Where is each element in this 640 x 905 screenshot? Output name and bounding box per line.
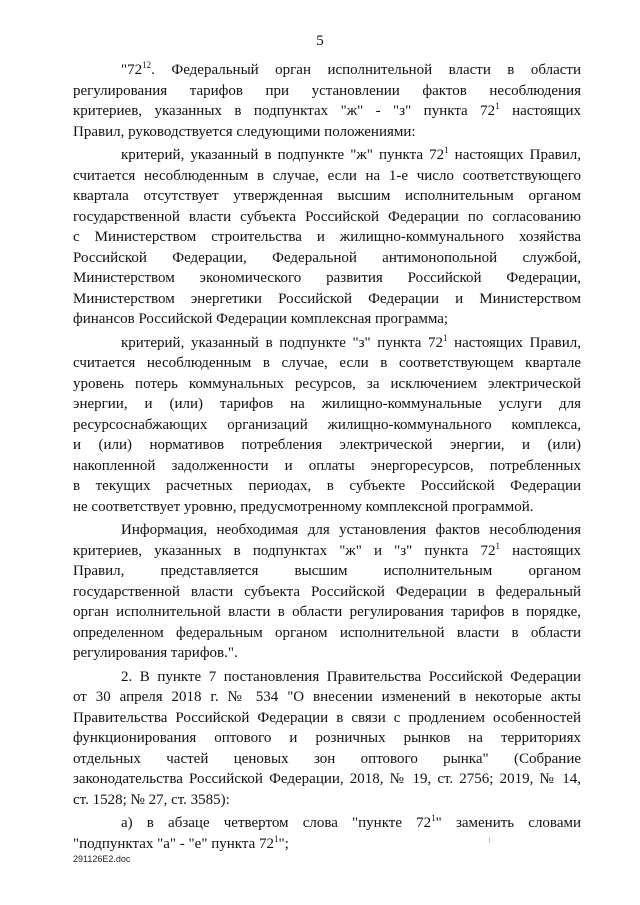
superscript: 1 xyxy=(444,145,449,155)
text-line xyxy=(73,435,581,456)
text-run: 2. В пункте 7 постановления Правительства Российской Федерации xyxy=(121,668,581,685)
text-line xyxy=(73,81,581,102)
text-line xyxy=(73,708,581,729)
superscript: 1 xyxy=(273,833,279,844)
text-line xyxy=(73,207,581,228)
text-run: настоящих xyxy=(499,103,581,119)
paragraph xyxy=(73,60,581,142)
text-line xyxy=(73,769,581,790)
text-line xyxy=(73,374,581,395)
paragraph xyxy=(73,520,581,664)
text-run: квартала отсутствует утвержденная высшим исполнительным органом xyxy=(73,188,581,204)
text-line xyxy=(73,122,581,143)
text-line xyxy=(73,166,581,187)
text-line xyxy=(73,289,581,310)
text-run: критериев, указанных в подпунктах "ж" и "з" пункта 72 xyxy=(73,542,496,559)
text-run: ст. 1528; № 27, ст. 3585): xyxy=(73,791,230,808)
superscript: 1 xyxy=(431,813,436,823)
text-line xyxy=(73,643,581,664)
footer-file-code: 291126E2.doc xyxy=(73,854,131,864)
text-line xyxy=(73,415,581,436)
text-run: . Федеральный орган исполнительной власти в области xyxy=(151,62,581,78)
text-line xyxy=(73,186,581,207)
text-line xyxy=(73,582,581,603)
text-run: Российской Федерации, Федеральной антимонопольной службой, xyxy=(73,249,581,266)
text-line xyxy=(73,813,581,834)
text-run: Министерством энергетики Российской Федерации и Министерством xyxy=(73,290,581,307)
text-run: от 30 апреля 2018 г. № 534 "О внесении изменений в некоторые акты xyxy=(73,689,581,705)
text-run: не соответствует уровню, предусмотренному комплексной программой. xyxy=(73,498,534,515)
text-run: в текущих расчетных периодах, в субъекте Российской Федерации xyxy=(73,478,581,494)
text-run: регулирования тарифов при установлении фактов несоблюдения xyxy=(73,82,581,99)
text-run: финансов Российской Федерации комплексная программа; xyxy=(73,311,449,327)
text-line xyxy=(73,476,581,497)
text-run: накопленной задолженности и оплаты энергоресурсов, потребленных xyxy=(73,457,581,474)
text-run: государственной власти субъекта Российской Федерации по согласованию xyxy=(73,208,581,225)
text-run: и (или) нормативов потребления электрической энергии, и (или) xyxy=(73,437,581,453)
text-run: настоящих Правил, xyxy=(448,147,581,163)
text-line xyxy=(73,520,581,541)
text-run: ресурсоснабжающих организаций жилищно-коммунального комплекса, xyxy=(73,416,581,433)
text-line xyxy=(73,268,581,289)
text-run: критерий, указанный в подпункте "з" пункта 72 xyxy=(121,334,443,351)
margin-mark xyxy=(489,838,490,843)
superscript: 1 xyxy=(495,540,500,551)
text-line xyxy=(73,602,581,623)
text-line xyxy=(73,497,581,518)
text-run: с Министерством строительства и жилищно-коммунального хозяйства xyxy=(73,229,581,245)
text-run: считается несоблюденным в случае, если в соответствующем квартале xyxy=(73,355,581,371)
text-line xyxy=(73,561,581,582)
text-line xyxy=(73,394,581,415)
text-line xyxy=(73,60,581,81)
text-run: функционирования оптового и розничных рынков на территориях xyxy=(73,730,581,746)
text-run: государственной власти субъекта Российской Федерации в федеральный xyxy=(73,583,581,600)
text-line xyxy=(73,667,581,688)
text-run: законодательства Российской Федерации, 2018, № 19, ст. 2756; 2019, № 14, xyxy=(73,771,581,787)
text-line xyxy=(73,145,581,166)
text-run: критерий, указанный в подпункте "ж" пункта 72 xyxy=(121,147,445,163)
superscript: 1 xyxy=(495,101,500,111)
text-run: настоящих Правил, xyxy=(447,334,581,351)
text-line xyxy=(73,353,581,374)
document-body xyxy=(73,60,581,854)
text-line xyxy=(73,309,581,330)
text-run: "подпунктах "а" - "е" пункта 72 xyxy=(73,835,274,852)
text-line xyxy=(73,790,581,811)
text-run: считается несоблюденным в случае, если на 1-е число соответствующего xyxy=(73,167,581,184)
paragraph xyxy=(73,145,581,330)
text-run: а) в абзаце четвертом слова "пункте 72 xyxy=(121,815,432,831)
text-line xyxy=(73,728,581,749)
text-line xyxy=(73,623,581,644)
text-run: энергии, и (или) тарифов на жилищно-коммунальные услуги для xyxy=(73,396,581,412)
paragraph xyxy=(73,333,581,518)
superscript: 1 xyxy=(442,332,448,343)
superscript: 12 xyxy=(142,60,152,70)
text-run: Правил, представляется высшим исполнительным органом xyxy=(73,563,581,579)
text-line xyxy=(73,248,581,269)
text-run: Министерством экономического развития Российской Федерации, xyxy=(73,270,581,286)
text-run: "72 xyxy=(121,62,143,78)
text-line xyxy=(73,749,581,770)
text-run: уровень потерь коммунальных ресурсов, за исключением электрической xyxy=(73,375,581,392)
paragraph xyxy=(73,667,581,811)
text-run: " заменить словами xyxy=(435,815,581,831)
text-run: определенном федеральным органом исполнительной власти в области xyxy=(73,624,581,641)
text-line xyxy=(73,541,581,562)
paragraph xyxy=(73,813,581,854)
text-line xyxy=(73,101,581,122)
text-run: регулирования тарифов.". xyxy=(73,645,238,661)
text-line xyxy=(73,456,581,477)
text-run: отдельных частей ценовых зон оптового рынка" (Собрание xyxy=(73,750,581,767)
text-run: Правительства Российской Федерации в связи с продлением особенностей xyxy=(73,709,581,726)
text-run: Правил, руководствуется следующими положениями: xyxy=(73,123,416,140)
text-run: "; xyxy=(278,835,289,852)
page-number: 5 xyxy=(316,33,324,49)
text-line xyxy=(73,834,581,855)
text-line xyxy=(73,227,581,248)
text-run: критериев, указанных в подпунктах "ж" - "з" пункта 72 xyxy=(73,103,496,119)
text-line xyxy=(73,333,581,354)
text-line xyxy=(73,687,581,708)
text-run: орган исполнительной власти в области регулирования тарифов в порядке, xyxy=(73,604,581,620)
text-run: настоящих xyxy=(499,542,581,559)
text-run: Информация, необходимая для установления фактов несоблюдения xyxy=(121,522,581,538)
